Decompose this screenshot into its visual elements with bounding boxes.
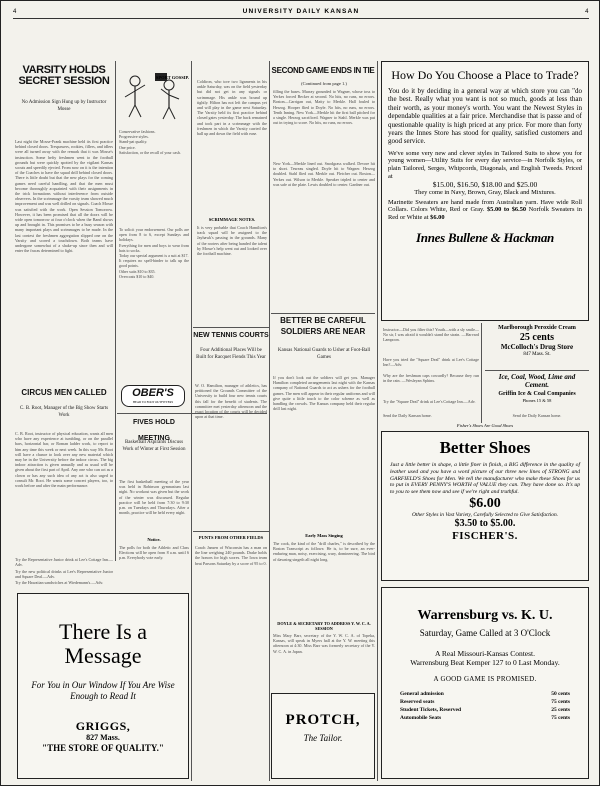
griffin-products: Ice, Coal, Wood, Lime and Cement. xyxy=(498,373,576,389)
fischer-tagline: Fisher's Shoes Are Good Shoes xyxy=(456,423,514,428)
griffin-name: Griffin Ice & Coal Companies xyxy=(498,391,576,397)
sign-list-2 xyxy=(119,227,189,367)
second-game-headline: SECOND GAME ENDS IN TIE xyxy=(271,66,375,75)
section-rule xyxy=(193,531,269,532)
mccolloch-name: McColloch's Drug Store xyxy=(500,343,574,351)
innes-body-4 xyxy=(388,199,582,222)
sign-item: Satisfaction, or the recall of your cash. xyxy=(119,149,181,155)
better-shoes-body: Just a little better in shape, a little finer in finish, a BIG difference in the quality of leather used and you have a word picture of our three new lines of STRONG and GARFIELD'S Shoes for Men. We tell the manufacturer who make these Shoes for us to put in EVERY PENNY'S WORTH of VALUE they can. They have done so. It's up to you to see them now and see if we're right and truthful. xyxy=(390,462,580,496)
varsity-headline: VARSITY HOLDS SECRET SESSION xyxy=(18,64,110,87)
griffin-ad xyxy=(485,373,589,413)
tennis-headline: NEW TENNIS COURTS xyxy=(193,332,269,339)
ad-political-drinks: Try the new political drinks at Lee's Representative Junior and Square Deal.—Adv. xyxy=(15,569,113,580)
game-line-1: A Real Missouri-Kansas Contest. xyxy=(435,649,535,658)
protch-name: PROTCH, xyxy=(285,712,361,728)
better-shoes-title: Better Shoes xyxy=(439,438,531,457)
protch-tagline: The Tailor. xyxy=(303,733,343,743)
ywca-body: Miss Mary Barr, secretary of the Y. W. C. A. of Topeka, Kansas, will speak in Myers hall at the Y. W. meeting this afternoon at 4:30. Miss Barr was formerly secretary of the Y. W. C. A. in Japan. xyxy=(273,633,375,654)
continued-note: (Continued from page 1.) xyxy=(301,81,347,86)
sign-item: Overcoats $10 to $40. xyxy=(119,273,155,279)
sign-list-1 xyxy=(119,129,187,181)
sign-item: Everything for men and boys to wear from hats to socks. xyxy=(119,242,189,253)
column-rule xyxy=(269,61,270,781)
mccolloch-product: Marlborough Peroxide Cream xyxy=(498,325,576,331)
punts-body: Coach Jansen of Wisconsin has a man on the line weighing 240 pounds. Drake holds the honors for high scores. The Iowa team beat Parsons Saturday by a score of 95 to 0. xyxy=(195,545,267,566)
column-rule xyxy=(481,323,482,423)
circus-headline: CIRCUS MEN CALLED xyxy=(21,388,107,397)
harvard-joke: Instructor—Did you filter this? Youth—with a sly smile—No sir, I was afraid it wouldn't stand the strain. —Harvard Lampoon. xyxy=(383,327,479,343)
obers-logo: OBER'S HEAD TO FOOT OUTFITTERS xyxy=(121,385,185,407)
fives-headline: FIVES HOLD MEETING xyxy=(132,419,175,442)
innes-body-1: You do it by deciding in a general way at which store you can "do the best. Really what you want is not so much, goods at less than their worth, as your money's worth. You want the Newest Styles in dependable qualities at a fair price. Merchandise that is passe and of questionable quality is high priced at any price. For more than forty years the Innes Store has stood for quality, satisfied customers and good service. xyxy=(388,87,582,146)
careful-headline: BETTER BE CAREFUL SOLDIERS ARE NEAR xyxy=(280,316,366,336)
game-title: Warrensburg vs. K. U. xyxy=(417,608,553,623)
notice-body: The polls for both the Athletic and Class Elections will be open from 8 a.m. until 6 p.m. Everybody vote early. xyxy=(119,545,189,561)
price-value: 75 cents xyxy=(551,699,570,705)
better-shoes-others: Other Styles in Vast Variety, Carefully Selected to Give Satisfaction. xyxy=(411,511,559,518)
sign-item: One price. xyxy=(119,144,136,150)
griggs-subtitle: For You in Our Window If You Are Wise Enough to Read It xyxy=(31,680,175,701)
masthead-page-left: 4 xyxy=(13,8,17,15)
masthead-title: UNIVERSITY DAILY KANSAN xyxy=(242,8,360,15)
masthead xyxy=(13,5,589,19)
innes-title: How Do You Choose a Place to Trade? xyxy=(391,68,579,82)
sign-item: To solicit your endorsement. Our polls are open from 8 to 6, except Sundays and holidays. xyxy=(119,227,189,243)
early-mass-head: Early Mass Singing xyxy=(305,533,343,538)
square-deal-ad: Have you tried the "Square Deal" drink at Lee's Cottage Inn?—Adv. xyxy=(383,357,479,368)
price-label: Automobile Seats xyxy=(400,715,442,721)
punts-head: PUNTS FROM OTHER FIELDS xyxy=(198,535,264,540)
careful-subhead: Kansas National Guards to Usher at Foot-Ball Games xyxy=(277,348,371,360)
basketball-body: The first basketball meeting of the year was held in Robinson gymnasium last night. No workout was given but the work of the winter was discussed. Regular practice will be held from 7:30 to 9:30 p.m. on Tuesdays and Thursdays. After a month, practice will be held every night. xyxy=(119,479,189,516)
send-kansan-1: Send the Daily Kansan home. xyxy=(383,413,432,418)
varsity-article-body: Last night the Mosse-Frank machine held its first practice behind closed doors. Trespassers, rookies, fillers, and idlers were all turned away with the remark that it was Mosse's instruction. Some hefty freshmen went to the football grounds but were quickly spotted by the vigilant Kansas scouts and speedily ejected. From now on it is the intention of the Coaches to have the squad drill behind closed doors. There is little doubt but that the new plays for the coming games need careful handling, and that the men must become thoroughly acquainted with their assignments in the trick formations without interference from outside observers. In the scrimmage the varsity team showed much improvement and was well drilled on signals. Coach Mosse was satisfied with the work. Open Session Tomorrow. However, it has been promised that all the doors will be wide open tomorrow at four o'clock when the Band shows up and brought in. This promises to be a busy season with many important plays and scrimmages to be made. In the last contest the freshmen aggregation slipped one on the Varsity and scored a touchdown. Both teams have undergone somewhat of a shake-up since then and will enter the fracas determined to fight. xyxy=(15,139,113,254)
price-label: Reserved seats xyxy=(400,699,435,705)
ywca-headline: DOYLE & SECRETARY TO ADDRESS Y. W. C. A. SESSION xyxy=(277,621,371,631)
griggs-title: There Is a Message xyxy=(59,619,147,668)
send-kansan-2: Send the Daily Kansan home. xyxy=(512,413,562,418)
sign-item: It requires no spell-binder to talk up the good points. xyxy=(119,258,189,269)
column-rule xyxy=(377,61,378,781)
warrensburg-game-ad xyxy=(381,587,589,779)
circus-subhead: C. B. Root, Manager of the Big Show Starts Work xyxy=(19,406,109,418)
price-label: Student Tickets, Reserved xyxy=(400,707,462,713)
innes-sweater-price: $5.00 to $6.50 xyxy=(486,206,527,214)
early-mass-body: The cook, the kind of the "drill charles," is described by the Boston Transcript as follows: He is, to be sure, an ever-enduring man, noisy, exercising, wary, domineering. The bird of dawning singeth all night long. xyxy=(273,541,375,562)
price-value: 50 cents xyxy=(551,691,570,697)
fischer-shoes-ad xyxy=(381,431,589,581)
innes-prices: $15.00, $16.50, $18.00 and $25.00 xyxy=(432,180,538,190)
game-line-2: Warrensburg Beat Kemper 127 to 0 Last Monday. xyxy=(410,658,560,667)
better-shoes-price: $6.00 xyxy=(469,495,501,511)
sport-gossip-caption: SPORT GOSSIP. xyxy=(155,75,189,80)
section-rule xyxy=(193,327,269,328)
ad-junior-drink: Try the Representative Junior drink at Lee's Cottage Inn.—Adv. xyxy=(15,557,113,568)
column-rule xyxy=(191,61,192,781)
tennis-subhead: Four Additional Places Will be Built for Racquet Fiends This Year xyxy=(196,348,266,360)
section-rule xyxy=(271,313,375,314)
notice-head: Notice. xyxy=(147,537,161,542)
sign-item: Conservative fashions. xyxy=(119,129,156,134)
game-promised: A GOOD GAME IS PROMISED. xyxy=(433,675,537,683)
mccolloch-address: 847 Mass. St. xyxy=(523,352,551,357)
mccolloch-price: 25 cents xyxy=(519,332,555,343)
price-row xyxy=(400,706,570,714)
game-subtitle: Saturday, Game Called at 3 O'Clock xyxy=(419,628,551,638)
price-value: 75 cents xyxy=(551,715,570,721)
price-row xyxy=(400,714,570,722)
wesleyan-joke: Why are the freshman caps cowardly? Because they run in the rain. —Wesleyan Sphinx. xyxy=(383,373,479,384)
griggs-address: 827 Mass. xyxy=(86,733,120,742)
inning-play-body: New York—Merkle lined out. Snodgrass walked. Devore hit to short. Tesreau singled. Doyle hit to Wagner. Herzog doubled. Stahl flied out. Merkle out. Fletcher out. Boston—Yerkes out. Wilson to Merkle. Speaker tripled to center and was safe at the plate. Lewis doubled to center. Gardner out. xyxy=(273,161,375,187)
griggs-tagline: "THE STORE OF QUALITY." xyxy=(42,743,164,753)
careful-body: If you don't look out the soldiers will get you. Manager Hamilton completed arrangements last night with the Kansas company of National Guards to act as ushers for the football games. The men will appear in their regular uniforms and will give quite a little touch to the color scheme as well as handling the crowds. The Kansas company held their regular drill last night. xyxy=(273,375,375,412)
innes-signature: Innes Bullene & Hackman xyxy=(416,229,554,245)
protch-ad xyxy=(271,693,375,779)
fischer-name: FISCHER'S. xyxy=(452,530,518,543)
price-row xyxy=(400,690,570,698)
second-game-body: filling the bases. Murray grounded to Wagner, whose toss to Yerkes forced Becker at second. No hits, no runs, no errors. Boston—Carrigan out, Matty to Merkle. Hall fouled to Herzog. Hooper flied to Doyle. No hits, no runs, no errors. Tenth Inning. New York—Merkle hit the first ball pitched for a single. Herzog sacrificed. Wagner to Stahl. Merkle was put out in trying to score. No hits, no runs, no errors. xyxy=(273,89,375,126)
sign-item: Today our special argument is a suit at $17. xyxy=(119,253,189,259)
innes-norfolk-price: $6.00 xyxy=(430,214,445,221)
scrimmage-notes-body: It is very probable that Coach Hamilton's track squad will be assigned to the Jayhawk's passing in the grounds. Many of the rooters after being handed the talent by Mosse's help went out and looked over the football machine. xyxy=(197,225,267,257)
sign-item: Progressive styles. xyxy=(119,134,149,140)
price-value: 25 cents xyxy=(551,707,570,713)
sign-item: Other suits $10 to $35. xyxy=(119,268,156,274)
better-shoes-range: $3.50 to $5.00. xyxy=(454,518,516,530)
ad-hawaiian-sandwiches: Try the Hawaiian sandwiches at Wiedemann's.—Adv. xyxy=(15,580,104,585)
varsity-subhead: No Admission Sign Hung up by Instructor Mosse xyxy=(21,100,107,112)
innes-body-3: They come in Navy, Brown, Gray, Black and Mixtures. xyxy=(414,189,556,197)
price-row xyxy=(400,698,570,706)
masthead-page-right: 4 xyxy=(585,8,589,15)
tennis-body: W. O. Hamilton, manager of athletics, has petitioned the Grounds Committee of the University to build four new tennis courts this fall for the benefit of students. The committee met yesterday afternoon and the exact location of the courts will be decided upon at that time. xyxy=(195,383,267,420)
ticket-price-list xyxy=(400,690,570,722)
griggs-name: GRIGGS, xyxy=(75,719,131,733)
price-label: General admission xyxy=(400,691,444,697)
scrimmage-notes-head: SCRIMMAGE NOTES. xyxy=(208,217,256,222)
column-rule xyxy=(115,61,116,561)
griffin-phones: Phones 15 & 58 xyxy=(522,398,552,403)
square-deal-ad-2: Try the "Square Deal" drink at Lee's Cottage Inn.—Adv. xyxy=(383,399,476,404)
innes-ad xyxy=(381,61,589,321)
griggs-ad xyxy=(17,593,189,779)
innes-norfolk-text: Norfolk Sweaters in Red or White at xyxy=(388,206,582,221)
mccolloch-ad xyxy=(485,325,589,371)
sport-gossip-body: Coldiron, who tore two ligaments in his ankle Saturday, was on the field yesterday but did not get in any signals or scrimmage. His ankle was bound up tightly. Hilton has not left the campus yet and will play in the game next Saturday. The Varsity held its first practice behind closed gates yesterday. The back remained and took part in a scrimmage with the freshmen in which the Varsity carried the ball up and down the field with ease. xyxy=(197,79,267,137)
circus-article-body: C. B. Root, instructor of physical education, wants all men who have any experience at tumbling, or on the parallel bars, horizontal bar, or Roman ladder work, to report to him any time this week or next week. In this way Mr. Root will have a chance to look over any new material which may be in the University before the indoor circus. The big indoor attraction is given annually and as usual will be given about the first part of April. Any one who can act as a clown or has any such idea of any act is also urged to consult Mr. Root. He wants some concert players, too, to work before and after the main performance. xyxy=(15,431,113,489)
basketball-subhead: Basketball Aspirants Discuss Work of Winter at First Session xyxy=(122,440,186,452)
innes-sweater-text: Marinette Sweaters are hand made from Australian yarn. Have wide Roll Collars. Colors White, Red or Gray. xyxy=(388,198,582,214)
sign-item: Stand-pat quality. xyxy=(119,139,148,145)
innes-body-2: We've some very new and clever styles in Tailored Suits to show you for young women—Utility Suits for every day service—in Norfolk Styles, or plain Tailored, Serges, Whipcords, Diagonals, and English Tweeds. Priced at xyxy=(388,149,582,180)
